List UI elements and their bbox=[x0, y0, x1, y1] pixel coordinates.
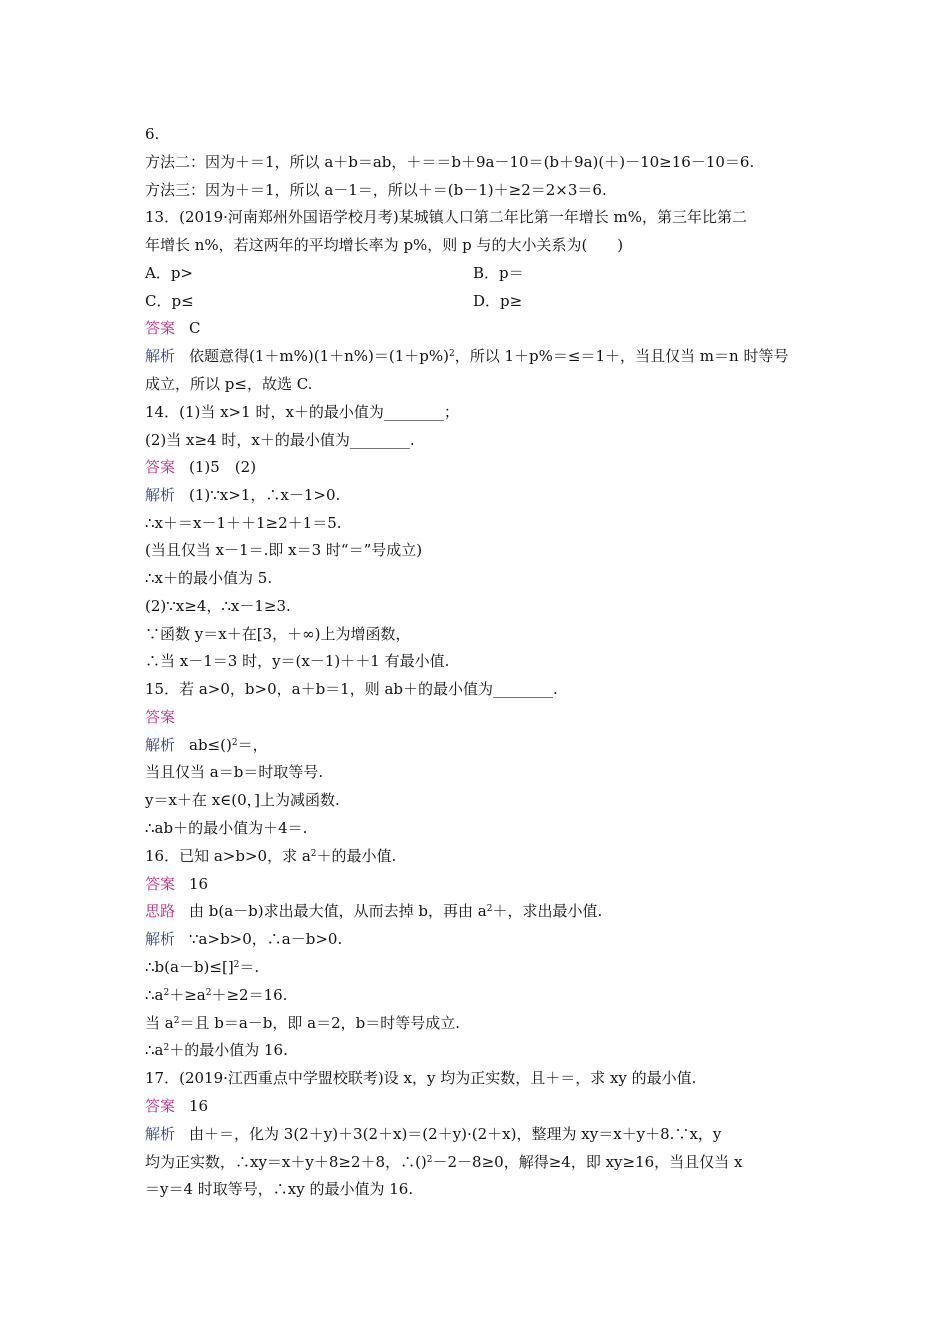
line-text: ∴x＋的最小值为 5. bbox=[145, 569, 273, 587]
text-line bbox=[145, 1179, 413, 1199]
superscript: 2 bbox=[231, 738, 238, 748]
text-line bbox=[145, 152, 754, 172]
text-line bbox=[145, 790, 340, 810]
line-text: ＝. bbox=[239, 958, 260, 976]
question-14-stem bbox=[145, 402, 459, 422]
text-line bbox=[145, 624, 410, 644]
analysis-label: 解析 bbox=[145, 347, 176, 365]
answer-line bbox=[145, 707, 189, 727]
option-b: B．p＝ bbox=[473, 264, 524, 282]
analysis-line bbox=[145, 929, 342, 949]
text-line bbox=[145, 1013, 460, 1033]
options-row bbox=[473, 263, 524, 283]
analysis-line bbox=[145, 346, 788, 366]
superscript: 2 bbox=[310, 849, 317, 859]
text-line bbox=[145, 568, 272, 588]
answer-text: 16 bbox=[189, 875, 209, 893]
superscript: 2 bbox=[205, 988, 212, 998]
options-row bbox=[145, 291, 194, 311]
question-16-stem bbox=[145, 846, 396, 866]
line-text: 当 a bbox=[145, 1014, 174, 1032]
text-line bbox=[145, 180, 607, 200]
question-15-stem bbox=[145, 679, 558, 699]
line-text: ∵a>b>0，∴a－b>0. bbox=[189, 930, 343, 948]
line-text: ∴ab＋的最小值为＋4＝. bbox=[145, 819, 308, 837]
superscript: 2 bbox=[449, 349, 455, 359]
line-text: 方法三：因为＋＝1，所以 a－1＝，所以＋＝(b－1)＋≥2＝2×3＝6. bbox=[145, 181, 607, 199]
text-line bbox=[145, 762, 323, 782]
line-text: ＝且 b＝a－b，即 a＝2，b＝时等号成立. bbox=[179, 1014, 460, 1032]
analysis-label: 解析 bbox=[145, 736, 176, 754]
options-row bbox=[473, 291, 522, 311]
line-text: 17．(2019·江西重点中学盟校联考)设 x，y 均为正实数，且＋＝，求 xy 的最小值. bbox=[145, 1069, 697, 1087]
answer-label: 答案 bbox=[145, 1097, 176, 1115]
line-text: ∵函数 y＝x＋在[3，＋∞)上为增函数， bbox=[145, 625, 411, 643]
superscript: 2 bbox=[486, 904, 493, 914]
line-text: ∴a bbox=[145, 986, 164, 1004]
line-text: (1)∵x>1，∴x－1>0. bbox=[189, 486, 341, 504]
line-text: ＋的最小值为 16. bbox=[169, 1041, 288, 1059]
answer-line bbox=[145, 318, 201, 338]
line-text: ，所以 1＋p%＝≤＝1＋，当且仅当 m＝n 时等号 bbox=[454, 347, 789, 365]
option-a: A．p> bbox=[145, 264, 194, 282]
line-text: 依题意得(1＋m%)(1＋n%)＝(1＋p%) bbox=[189, 347, 450, 365]
line-text: ∴当 x－1＝3 时，y＝(x－1)＋＋1 有最小值. bbox=[145, 652, 450, 670]
line-text: 年增长 n%，若这两年的平均增长率为 p%，则 p 与的大小关系为( ) bbox=[145, 236, 624, 254]
text-line bbox=[145, 957, 259, 977]
answer-text: 16 bbox=[189, 1097, 209, 1115]
answer-text: C bbox=[189, 319, 201, 337]
line-text: (2)∵x≥4，∴x－1≥3. bbox=[145, 597, 291, 615]
line-text: ＝y＝4 时取等号，∴xy 的最小值为 16. bbox=[145, 1180, 414, 1198]
line-text: y＝x＋在 x∈(0，]上为减函数. bbox=[145, 791, 340, 809]
superscript: 2 bbox=[426, 1155, 433, 1165]
line-text: 方法二：因为＋＝1，所以 a＋b＝ab，＋＝＝b＋9a－10＝(b＋9a)(＋)－10≥16－10＝6. bbox=[145, 153, 755, 171]
line-text: ＋≥a bbox=[169, 986, 206, 1004]
line-text: (当且仅当 x－1＝.即 x＝3 时“＝”号成立) bbox=[145, 541, 423, 559]
answer-label: 答案 bbox=[145, 708, 176, 726]
line-text: (2)当 x≥4 时，x＋的最小值为________. bbox=[145, 431, 415, 449]
line-text: ＋，求出最小值. bbox=[492, 902, 603, 920]
answer-line bbox=[145, 874, 208, 894]
line-text: 15．若 a>0，b>0，a＋b＝1，则 ab＋的最小值为________. bbox=[145, 680, 558, 698]
text-line bbox=[145, 1040, 288, 1060]
line-text: －2－8≥0，解得≥4，即 xy≥16，当且仅当 x bbox=[432, 1153, 743, 1171]
superscript: 2 bbox=[233, 960, 240, 970]
answer-line bbox=[145, 457, 256, 477]
line-text: ∴a bbox=[145, 1041, 164, 1059]
answer-text: (1)5 (2) bbox=[189, 458, 257, 476]
superscript: 2 bbox=[163, 988, 170, 998]
option-d: D．p≥ bbox=[473, 292, 523, 310]
superscript: 2 bbox=[173, 1016, 180, 1026]
line-text: 13．(2019·河南郑州外国语学校月考)某城镇人口第二年比第一年增长 m%，第三年比第二 bbox=[145, 208, 747, 226]
text-line bbox=[145, 513, 342, 533]
analysis-line bbox=[145, 1124, 721, 1144]
question-14-stem bbox=[145, 430, 415, 450]
answer-label: 答案 bbox=[145, 458, 176, 476]
line-text: 当且仅当 a＝b＝时取等号. bbox=[145, 763, 324, 781]
text-line bbox=[145, 1152, 742, 1172]
question-13-stem bbox=[145, 207, 747, 227]
text-line bbox=[145, 651, 449, 671]
analysis-line bbox=[145, 485, 340, 505]
answer-line bbox=[145, 1096, 208, 1116]
text-line bbox=[145, 124, 159, 144]
option-c: C．p≤ bbox=[145, 292, 194, 310]
analysis-label: 解析 bbox=[145, 930, 176, 948]
line-text: 16．已知 a>b>0，求 a bbox=[145, 847, 311, 865]
line-text: ∴x＋＝x－1＋＋1≥2＋1＝5. bbox=[145, 514, 342, 532]
analysis-label: 解析 bbox=[145, 1125, 176, 1143]
superscript: 2 bbox=[163, 1043, 170, 1053]
line-text: ＝， bbox=[237, 736, 268, 754]
line-text: 由＋＝，化为 3(2＋y)＋3(2＋x)＝(2＋y)·(2＋x)，整理为 xy＝x＋y＋8.∵x，y bbox=[189, 1125, 722, 1143]
answer-label: 答案 bbox=[145, 319, 176, 337]
options-row bbox=[145, 263, 193, 283]
line-text: 均为正实数，∴xy＝x＋y＋8≥2＋8，∴() bbox=[145, 1153, 427, 1171]
text-line bbox=[145, 818, 307, 838]
text-line bbox=[145, 985, 287, 1005]
line-text: ＋≥2＝16. bbox=[211, 986, 288, 1004]
analysis-label: 解析 bbox=[145, 486, 176, 504]
question-13-stem bbox=[145, 235, 623, 255]
idea-line bbox=[145, 901, 602, 921]
line-text: 6. bbox=[145, 125, 160, 143]
line-text: 成立，所以 p≤，故选 C. bbox=[145, 375, 313, 393]
text-line bbox=[145, 596, 291, 616]
line-text: 由 b(a－b)求出最大值，从而去掉 b，再由 a bbox=[189, 902, 487, 920]
line-text: ＋的最小值. bbox=[316, 847, 397, 865]
answer-label: 答案 bbox=[145, 875, 176, 893]
line-text: ab≤() bbox=[189, 736, 232, 754]
text-line bbox=[145, 540, 422, 560]
analysis-line bbox=[145, 735, 268, 755]
idea-label: 思路 bbox=[145, 902, 176, 920]
line-text: ∴b(a－b)≤[] bbox=[145, 958, 234, 976]
text-line bbox=[145, 374, 312, 394]
question-17-stem bbox=[145, 1068, 696, 1088]
line-text: 14．(1)当 x>1 时，x＋的最小值为________； bbox=[145, 403, 459, 421]
